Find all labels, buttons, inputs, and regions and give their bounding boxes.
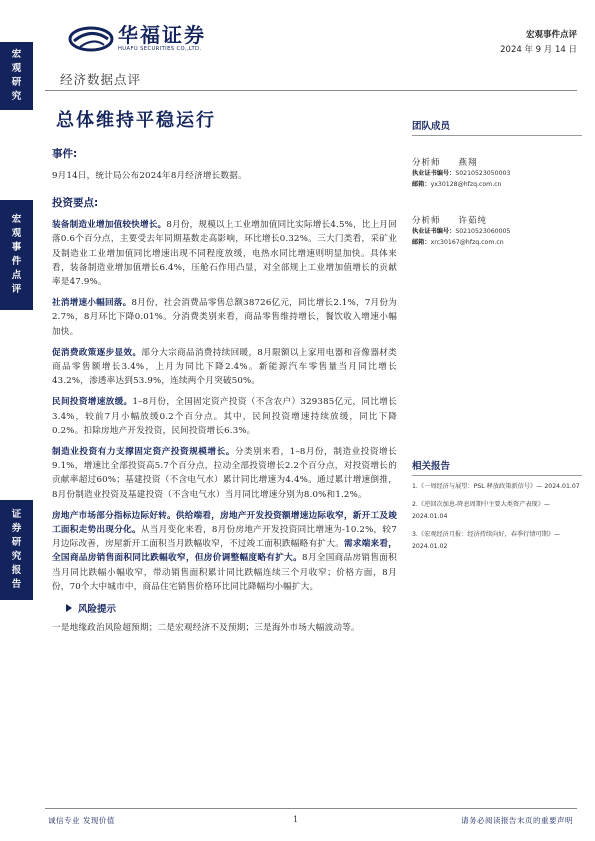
- footer-slogan: 诚信专业 发现价值: [48, 816, 115, 825]
- footer-disclaimer: 请务必阅读报告末页的重要声明: [461, 816, 573, 825]
- paragraph-body: 分类别来看，1–8月份，制造业投资增长9.1%，增速比全部投资高5.7个百分点，拉动全部投资增长2.2个百分点，对投资增长的贡献率超过60%；基建投资（不含电气水）累计同比增速为4.4%。通过累计增速倒推，8月份制造业投资及基建投资（不含电气水）当月同比增速分别为8.0%和1.2%。: [52, 447, 397, 500]
- paragraph-body: 1–8月份，全国固定资产投资（不含农户）329385亿元，同比增长3.4%，较前7月小幅放缓0.2个百分点。其中，民间投资增速持续放缓，同比下降0.2%。扣除房地产开发投资，民间投资增长6.3%。: [52, 397, 397, 436]
- page-title: 总体维持平稳运行: [56, 110, 216, 131]
- footer-divider: [45, 808, 577, 809]
- paragraph-lead: 装备制造业增加值较快增长。: [52, 220, 167, 231]
- logo-english-name: HUAFU SECURITIES CO.,LTD.: [118, 46, 202, 52]
- paragraph-lead: 社消增速小幅回落。: [52, 298, 132, 309]
- company-logo: [68, 24, 206, 53]
- logo-mark-icon: [68, 25, 114, 53]
- related-report-link[interactable]: 2.《逆回次加息-降息周期中主要大类资产表现》— 2024.01.04: [412, 500, 551, 520]
- paragraph-body: 部分大宗商品消费持续回暖，8月限额以上家用电器和音像器材类商品零售额增长3.4%，上月为同比下降2.4%。新能源汽车零售量当月同比增长43.2%，渗透率达到53.9%，连续两个月突破50%。: [52, 347, 397, 387]
- analyst-card: [412, 156, 582, 190]
- paragraph-lead: 民间投资增速放缓。: [52, 397, 133, 408]
- sidebar-label-event-comment: 宏 观 事 件 点 评: [0, 200, 33, 310]
- email-address[interactable]: yx30128@hfzq.com.cn: [430, 181, 502, 188]
- analyst-role: 分析师: [412, 216, 441, 226]
- risk-text: 一是地缘政治风险超预期；二是宏观经济不及预期；三是海外市场大幅波动等。: [52, 623, 360, 634]
- paragraph-consumption-policy: [52, 346, 397, 389]
- paragraph-body: 8月份，社会消费品零售总额38726亿元，同比增长2.1%，7月份为2.7%，8月环比下降0.01%。分消费类别来看，商品零售维持增长，餐饮收入增速小幅加快。: [52, 298, 397, 337]
- report-subtitle: 经济数据点评: [60, 72, 142, 87]
- analyst-email: [412, 237, 582, 248]
- paragraph-manufacturing-investment: [52, 445, 397, 502]
- related-report-link[interactable]: 3.《宏观经济月报：经济持续向好，春季行情可期》— 2024.01.02: [412, 530, 561, 550]
- analyst-cert: [412, 226, 582, 237]
- paragraph-lead: 房地产市场部分指标边际好转。供给端看，房地产开发投资额增速边际收窄，新开工及竣工面积走势出现分化。: [52, 510, 397, 536]
- paragraph-industry: [52, 218, 397, 289]
- analyst-name-line: [412, 156, 582, 168]
- report-type: 宏观事件点评: [525, 30, 577, 40]
- paragraph-body: 从当月变化来看，8月份房地产开发投资同比增速为-10.2%，较7月边际改善，房屋新开工面积当月跌幅收窄，不过竣工面积跌幅略有扩大。: [52, 525, 397, 550]
- risk-heading: [66, 601, 397, 615]
- paragraph-real-estate: [52, 509, 397, 594]
- related-title: 相关报告: [412, 461, 451, 472]
- analyst-card: [412, 214, 582, 248]
- team-title: 团队成员: [412, 121, 451, 132]
- analyst-role: 分析师: [412, 158, 441, 168]
- related-report-link[interactable]: 1.《一周经济与展望：PSL 释放政策新信号》— 2024.01.07: [412, 483, 580, 490]
- sidebar-label-macro-research: 宏 观 研 究: [0, 42, 33, 110]
- header-divider: [45, 90, 577, 91]
- analyst-email: [412, 179, 582, 190]
- paragraph-lead: 促消费政策逐步显效。: [52, 347, 142, 358]
- page-number: 1: [293, 815, 299, 824]
- paragraph-body-2: 8月全国商品房销售面积当月同比跌幅小幅收窄，带动销售面积累计同比跌幅连续三个月收窄；价格方面，8月份，70个大中城市中，商品住宅销售价格环比同比降幅均小幅扩大。: [52, 553, 397, 592]
- header-meta: [500, 28, 577, 58]
- analyst-cert: [412, 168, 582, 179]
- team-divider: [412, 135, 582, 136]
- cert-label: 执业证书编号：: [412, 228, 456, 235]
- cert-number: S0210523060005: [455, 228, 511, 235]
- analyst-name: 燕翔: [458, 158, 478, 168]
- analyst-name-line: [412, 214, 582, 226]
- event-text: 9月14日，统计局公布2024年8月经济增长数据。: [52, 171, 247, 181]
- sidebar-label-securities-report: 证 券 研 究 报 告: [0, 500, 33, 600]
- email-label: 邮箱：: [412, 181, 431, 188]
- email-label: 邮箱：: [412, 239, 431, 246]
- cert-label: 执业证书编号：: [412, 170, 456, 177]
- cert-number: S0210523050003: [455, 170, 511, 177]
- investment-heading: 投资要点:: [52, 197, 99, 210]
- main-content: [52, 146, 397, 642]
- event-heading: 事件:: [52, 148, 78, 160]
- paragraph-retail: [52, 296, 397, 339]
- triangle-bullet-icon: [66, 604, 72, 612]
- related-reports-panel: [412, 458, 582, 554]
- paragraph-private-investment: [52, 395, 397, 438]
- report-date: 2024 年 9 月 14 日: [500, 45, 577, 55]
- team-panel: [412, 118, 582, 248]
- paragraph-body: 8月份，规模以上工业增加值同比实际增长4.5%，比上月回落0.6个百分点，主要受去年同期基数走高影响，环比增长0.32%。三大门类看，采矿业及制造业工业增加值同比增速出现不同程度放缓，电热水同比增速则明显加快。具体来看，装备制造业增加值增长6.4%，压舱石作用凸显，对全部规上工业增加值增长的贡献率是47.9%。: [52, 220, 397, 288]
- left-sidebar: [0, 0, 33, 841]
- email-address[interactable]: xrc30167@hfzq.com.cn: [430, 239, 504, 246]
- analyst-name: 许茹纯: [458, 216, 488, 226]
- paragraph-lead: 制造业投资有力支撑固定资产投资规模增长。: [52, 447, 235, 458]
- risk-heading-label: 风险提示: [78, 604, 117, 616]
- logo-chinese-name: 华福证券: [118, 23, 206, 47]
- paragraph-lead-2: 需求端来看，全国商品房销售面积同比跌幅收窄，但房价调整幅度略有扩大。: [52, 539, 397, 564]
- related-divider: [412, 475, 582, 476]
